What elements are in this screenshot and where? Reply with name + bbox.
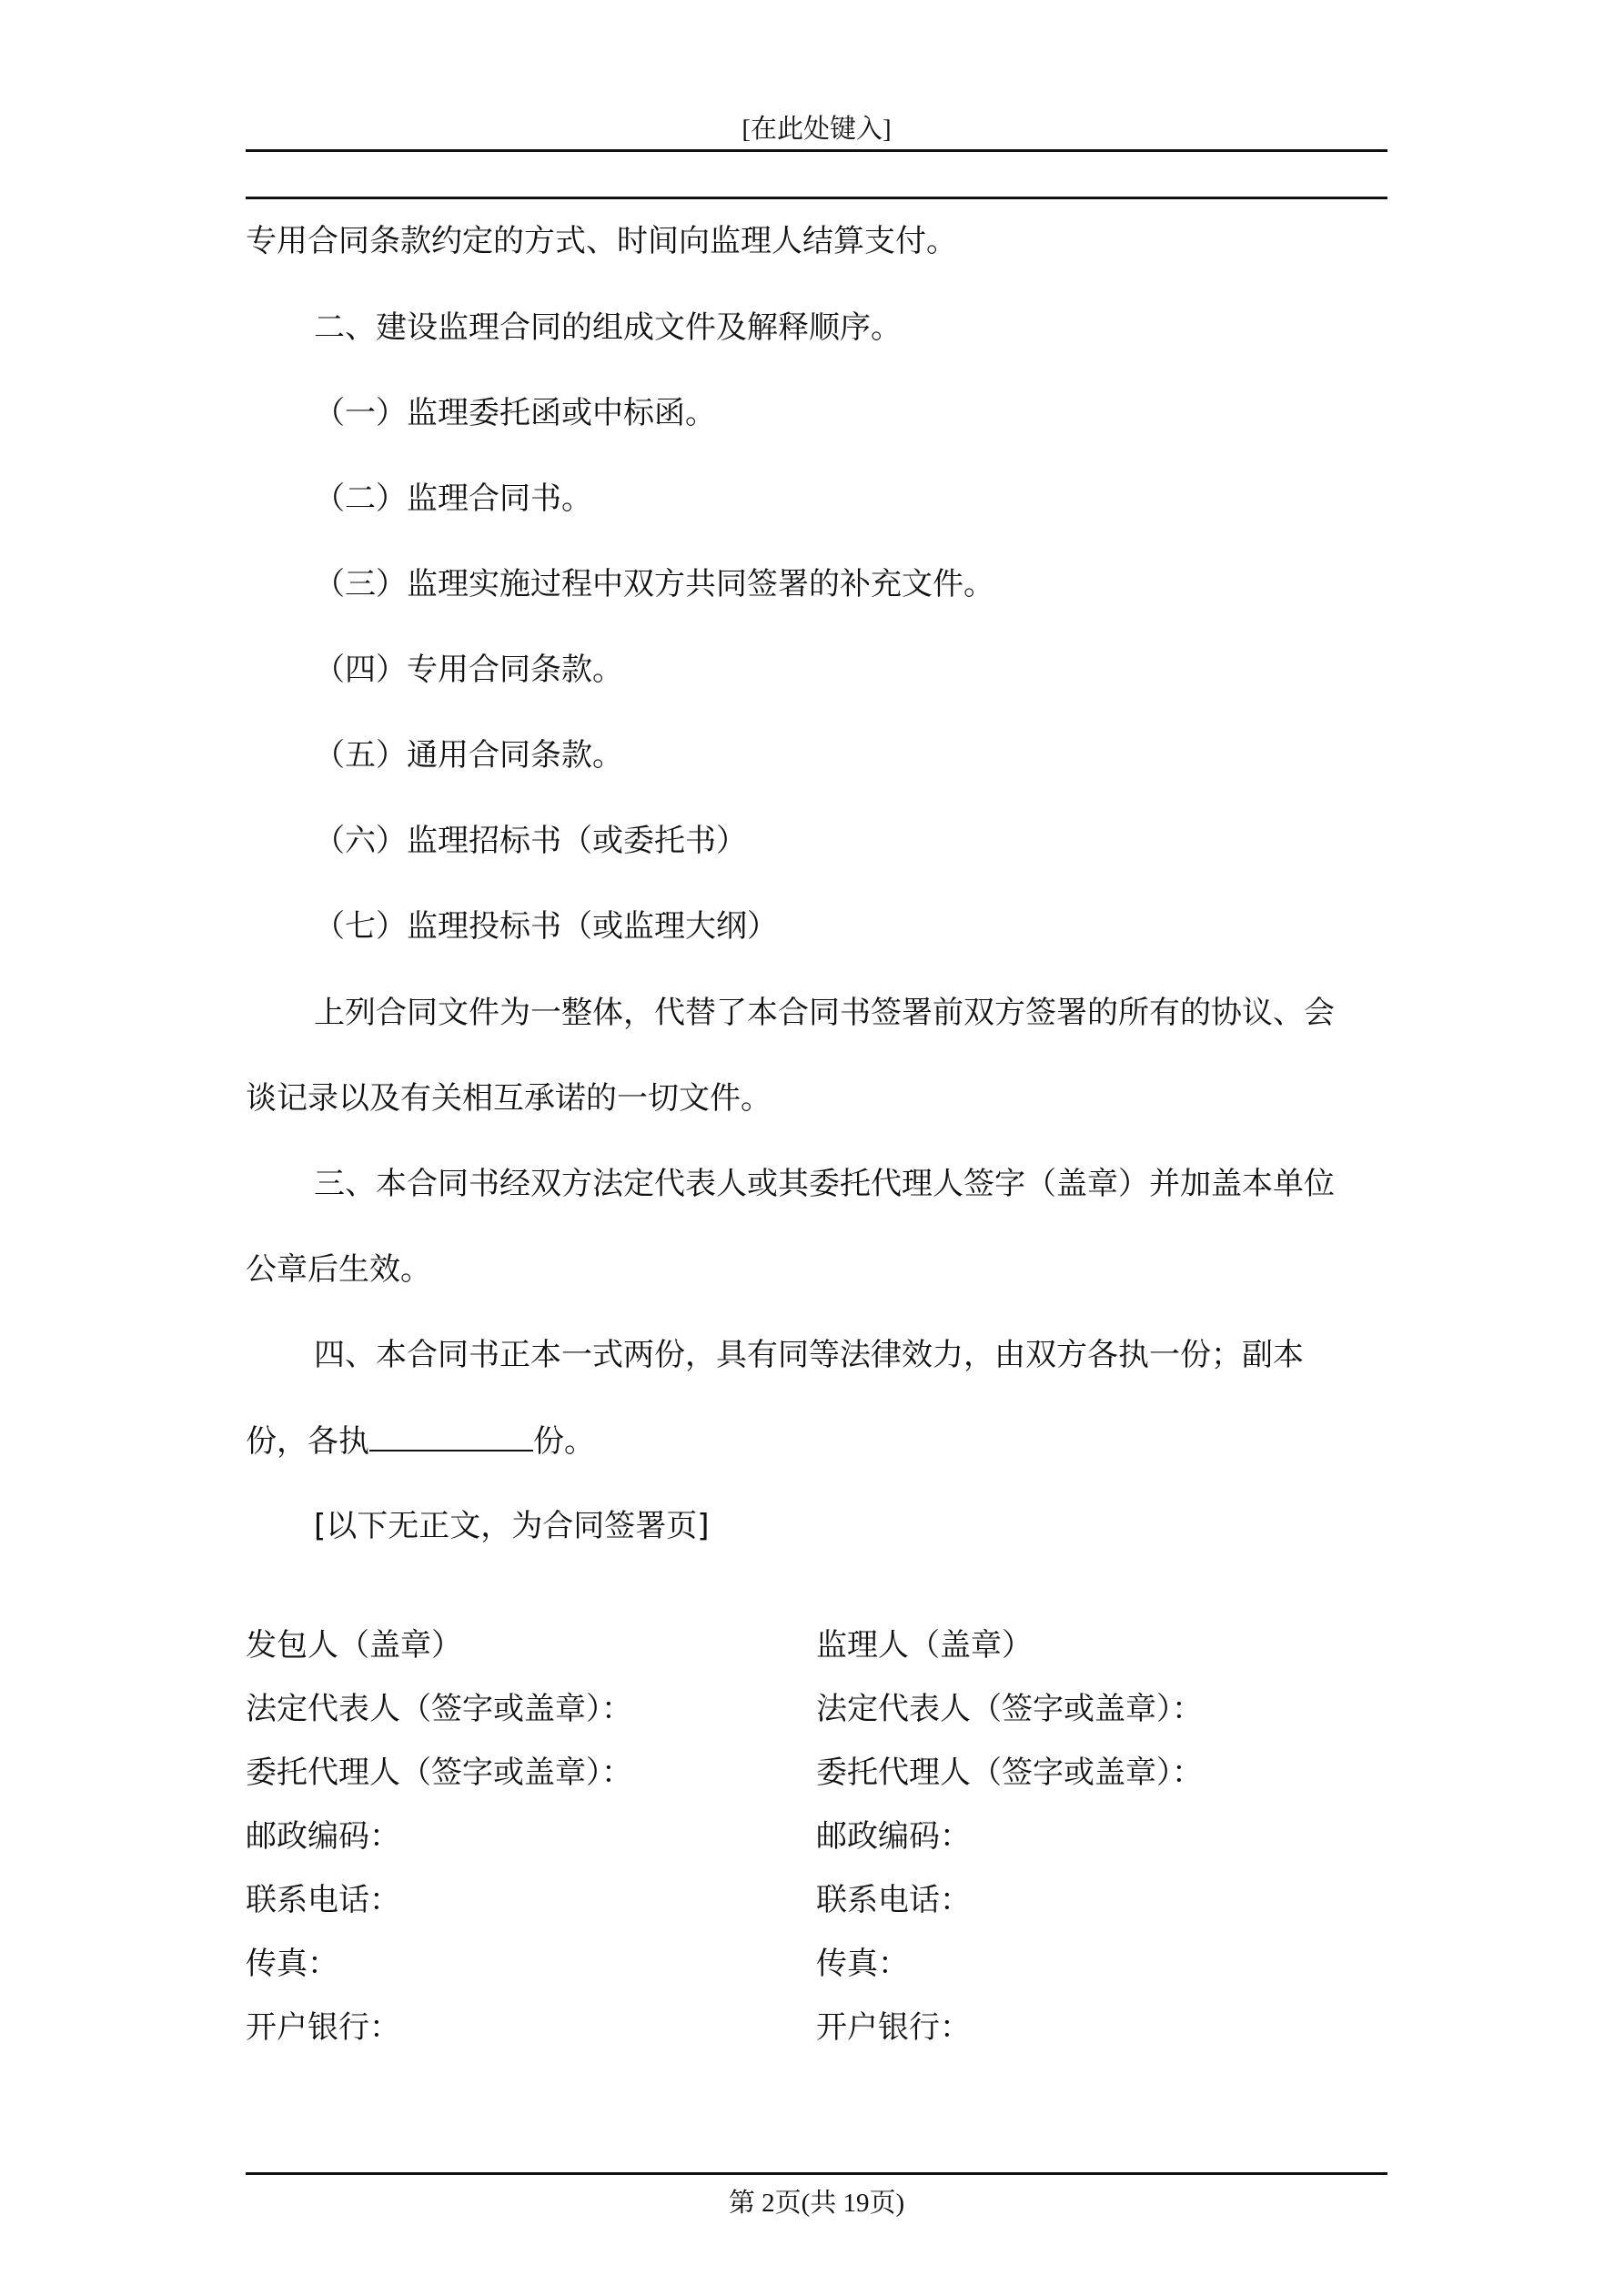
list-item: （三）监理实施过程中双方共同签署的补充文件。 — [314, 566, 994, 602]
paragraph-integral-line2: 谈记录以及有关相互承诺的一切文件。 — [246, 1080, 772, 1117]
page-footer: 第 2页(共 19页) — [728, 2189, 905, 2218]
signature-line: 监理人（盖章） — [816, 1627, 1033, 1664]
copies-text-pre: 份，各执 — [246, 1423, 369, 1460]
paragraph-effective-line2: 公章后生效。 — [246, 1251, 431, 1288]
signature-block-supervisor — [816, 1627, 1203, 2073]
signature-block-employer — [246, 1627, 632, 2073]
paragraph-effective-line1: 三、本合同书经双方法定代表人或其委托代理人签字（盖章）并加盖本单位 — [314, 1166, 1335, 1202]
signature-line: 法定代表人（签字或盖章）： — [246, 1691, 632, 1727]
signature-line: 传真： — [816, 1946, 909, 1982]
signature-line: 联系电话： — [246, 1882, 400, 1918]
list-item: （七）监理投标书（或监理大纲） — [314, 908, 778, 945]
signature-line: 邮政编码： — [246, 1818, 400, 1855]
signature-line: 传真： — [246, 1946, 338, 1982]
signature-line: 联系电话： — [816, 1882, 971, 1918]
copies-text-post: 份。 — [533, 1423, 595, 1460]
footer-rule — [246, 2172, 1387, 2175]
signature-line: 委托代理人（签字或盖章）： — [816, 1755, 1203, 1791]
paragraph-composition-heading: 二、建设监理合同的组成文件及解释顺序。 — [314, 309, 902, 346]
page-header: [在此处键入] — [741, 115, 892, 144]
list-item: （一）监理委托函或中标函。 — [314, 395, 716, 431]
signature-line: 开户银行： — [246, 2009, 400, 2046]
paragraph-signature-note: [以下无正文，为合同签署页] — [314, 1508, 710, 1544]
list-item: （六）监理招标书（或委托书） — [314, 823, 747, 859]
list-item: （四）专用合同条款。 — [314, 652, 623, 688]
copies-blank-field — [369, 1422, 533, 1451]
signature-line: 开户银行： — [816, 2009, 971, 2046]
signature-line: 发包人（盖章） — [246, 1627, 462, 1664]
list-item: （二）监理合同书。 — [314, 480, 592, 517]
paragraph-integral-line1: 上列合同文件为一整体，代替了本合同书签署前双方签署的所有的协议、会 — [314, 995, 1335, 1031]
signature-line: 法定代表人（签字或盖章）： — [816, 1691, 1203, 1727]
list-item: （五）通用合同条款。 — [314, 737, 623, 774]
signature-line: 邮政编码： — [816, 1818, 971, 1855]
paragraph-copies-line2 — [246, 1422, 1387, 1460]
header-rule-bottom — [246, 197, 1387, 199]
paragraph-copies-line1: 四、本合同书正本一式两份，具有同等法律效力，由双方各执一份；副本 — [314, 1337, 1304, 1373]
header-rule-top — [246, 149, 1387, 152]
signature-line: 委托代理人（签字或盖章）： — [246, 1755, 632, 1791]
paragraph-payment: 专用合同条款约定的方式、时间向监理人结算支付。 — [246, 223, 957, 259]
